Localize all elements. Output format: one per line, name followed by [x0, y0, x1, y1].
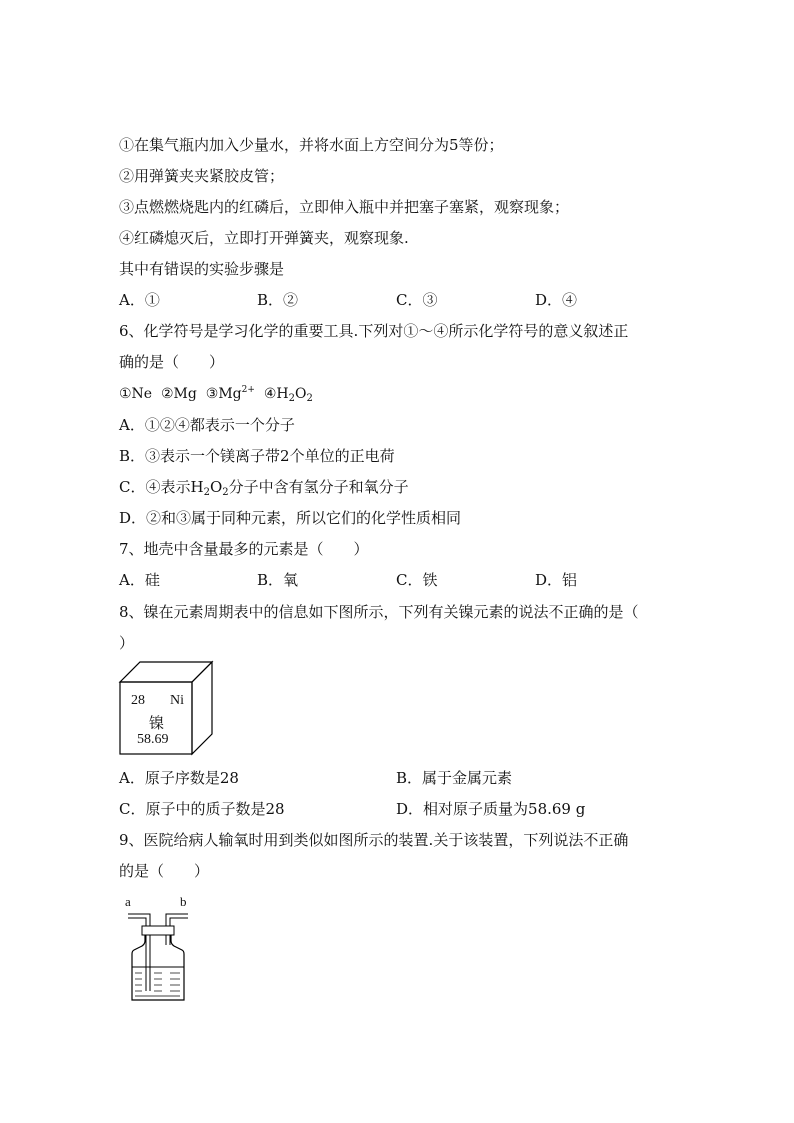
q8-stem-line2: ） [119, 634, 135, 652]
q6-stem-line2: 确的是（ ） [119, 353, 225, 371]
q6-stem-line1: 6、化学符号是学习化学的重要工具.下列对①～④所示化学符号的意义叙述正 [119, 322, 629, 340]
q9-stem-line2: 的是（ ） [119, 862, 210, 880]
q8-option-d: D．相对原子质量为58.69 g [396, 800, 586, 818]
gas-bottle-diagram [118, 893, 198, 1005]
element-tile-nickel [118, 660, 214, 756]
q8-stem-line1: 8、镍在元素周期表中的信息如下图所示，下列有关镍元素的说法不正确的是（ [119, 603, 639, 621]
q6-option-c: C．④表示$H_2O_2$分子中含有氢分子和氧分子 [119, 478, 409, 498]
q7-stem: 7、地壳中含量最多的元素是（ ） [119, 540, 369, 558]
symbol-mg-ion: $③Mg^{2+}$ [205, 385, 255, 402]
bottle-drawing [118, 893, 198, 1005]
element-symbol: Ni [170, 693, 184, 708]
element-name: 镍 [149, 714, 165, 732]
q9-stem-line1: 9、医院给病人输氧时用到类似如图所示的装置.关于该装置，下列说法不正确 [119, 831, 629, 849]
q7-option-d: D．铝 [535, 571, 578, 589]
q8-option-b: B．属于金属元素 [396, 769, 513, 787]
q8-option-a: A．原子序数是28 [119, 769, 239, 787]
q5-step-2: ②用弹簧夹夹紧胶皮管； [119, 167, 285, 185]
symbol-h2o2: $④H_2O_2$ [263, 386, 313, 404]
q6-symbols [119, 384, 313, 404]
q6-option-d: D．②和③属于同种元素，所以它们的化学性质相同 [119, 509, 462, 527]
q6-option-a: A．①②④都表示一个分子 [119, 416, 295, 434]
q5-option-c: C．③ [396, 291, 438, 309]
q7-option-b: B．氧 [257, 571, 299, 589]
q5-step-1: ①在集气瓶内加入少量水，并将水面上方空间分为5等份； [119, 136, 504, 154]
q5-step-4: ④红磷熄灭后，立即打开弹簧夹，观察现象. [119, 229, 409, 247]
symbol-mg: ②Mg [161, 386, 197, 402]
atomic-number: 28 [131, 693, 145, 708]
q8-option-c: C．原子中的质子数是28 [119, 800, 285, 818]
q5-prompt: 其中有错误的实验步骤是 [119, 260, 285, 278]
q5-option-b: B．② [257, 291, 299, 309]
atomic-mass: 58.69 [137, 732, 169, 747]
symbol-ne: ①Ne [119, 386, 153, 402]
q5-option-d: D．④ [535, 291, 578, 309]
tube-label-a: a [125, 894, 131, 909]
q7-option-a: A．硅 [119, 571, 160, 589]
q5-option-a: A．① [119, 291, 160, 309]
q5-step-3: ③点燃燃烧匙内的红磷后，立即伸入瓶中并把塞子塞紧，观察现象； [119, 198, 570, 216]
tube-label-b: b [180, 894, 187, 909]
q6-option-b: B．③表示一个镁离子带2个单位的正电荷 [119, 447, 395, 465]
q7-option-c: C．铁 [396, 571, 438, 589]
